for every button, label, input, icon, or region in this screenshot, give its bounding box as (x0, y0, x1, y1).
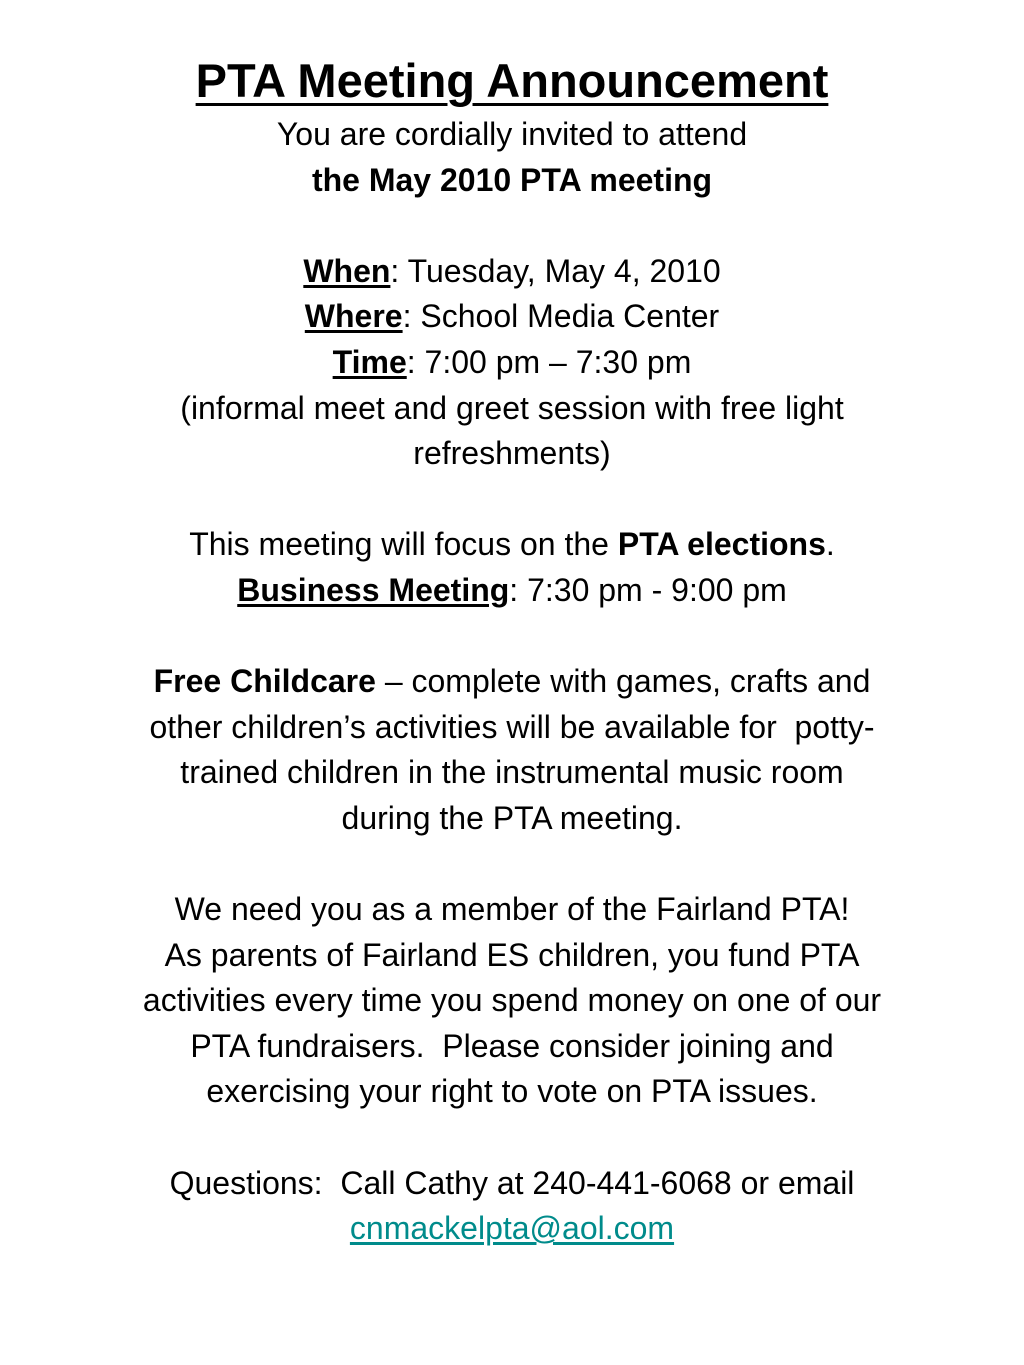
membership-line-3: activities every time you spend money on one of our (142, 982, 882, 1019)
time-value: : 7:00 pm – 7:30 pm (406, 343, 692, 380)
childcare-line-1-rest: – complete with games, crafts and (375, 663, 871, 700)
where-label: Where (304, 298, 403, 335)
elections-emphasis: PTA elections (617, 526, 826, 563)
email-line (40, 1206, 984, 1252)
childcare-line-3: trained children in the instrumental music room (180, 754, 844, 791)
business-meeting-label: Business Meeting (237, 571, 510, 608)
where-line (40, 294, 984, 340)
childcare-label: Free Childcare (153, 663, 376, 700)
intro-meeting-line: the May 2010 PTA meeting (311, 161, 713, 198)
membership-line-4: PTA fundraisers. Please consider joining and (190, 1027, 834, 1064)
announcement-document (40, 50, 984, 1252)
childcare-line-4: during the PTA meeting. (341, 799, 683, 836)
childcare-line-2: other children’s activities will be available for potty- (149, 708, 875, 745)
time-label: Time (332, 343, 407, 380)
elections-line (40, 522, 984, 568)
business-meeting-line (40, 568, 984, 614)
spacer (40, 203, 984, 249)
elections-prefix: This meeting will focus on the (189, 526, 618, 563)
membership-line-5: exercising your right to vote on PTA issues. (206, 1073, 818, 1110)
spacer (40, 614, 984, 660)
time-line (40, 340, 984, 386)
where-value: : School Media Center (402, 298, 720, 335)
membership-line-1: We need you as a member of the Fairland PTA! (174, 891, 850, 928)
when-value: : Tuesday, May 4, 2010 (390, 252, 721, 289)
business-meeting-value: : 7:30 pm - 9:00 pm (509, 571, 787, 608)
membership-line-2: As parents of Fairland ES children, you fund PTA (164, 936, 860, 973)
refreshments-note-line-1: (informal meet and greet session with free light (180, 389, 844, 426)
elections-suffix: . (825, 526, 835, 563)
refreshments-note-line-2: refreshments) (413, 435, 611, 472)
when-label: When (303, 252, 391, 289)
contact-line: Questions: Call Cathy at 240-441-6068 or email (169, 1164, 855, 1201)
spacer (40, 842, 984, 888)
when-line (40, 249, 984, 295)
page-title: PTA Meeting Announcement (195, 54, 829, 107)
childcare-line-1 (40, 659, 984, 705)
spacer (40, 477, 984, 523)
spacer (40, 1115, 984, 1161)
email-link[interactable]: cnmackelpta@aol.com (349, 1210, 675, 1247)
intro-line: You are cordially invited to attend (276, 116, 748, 152)
